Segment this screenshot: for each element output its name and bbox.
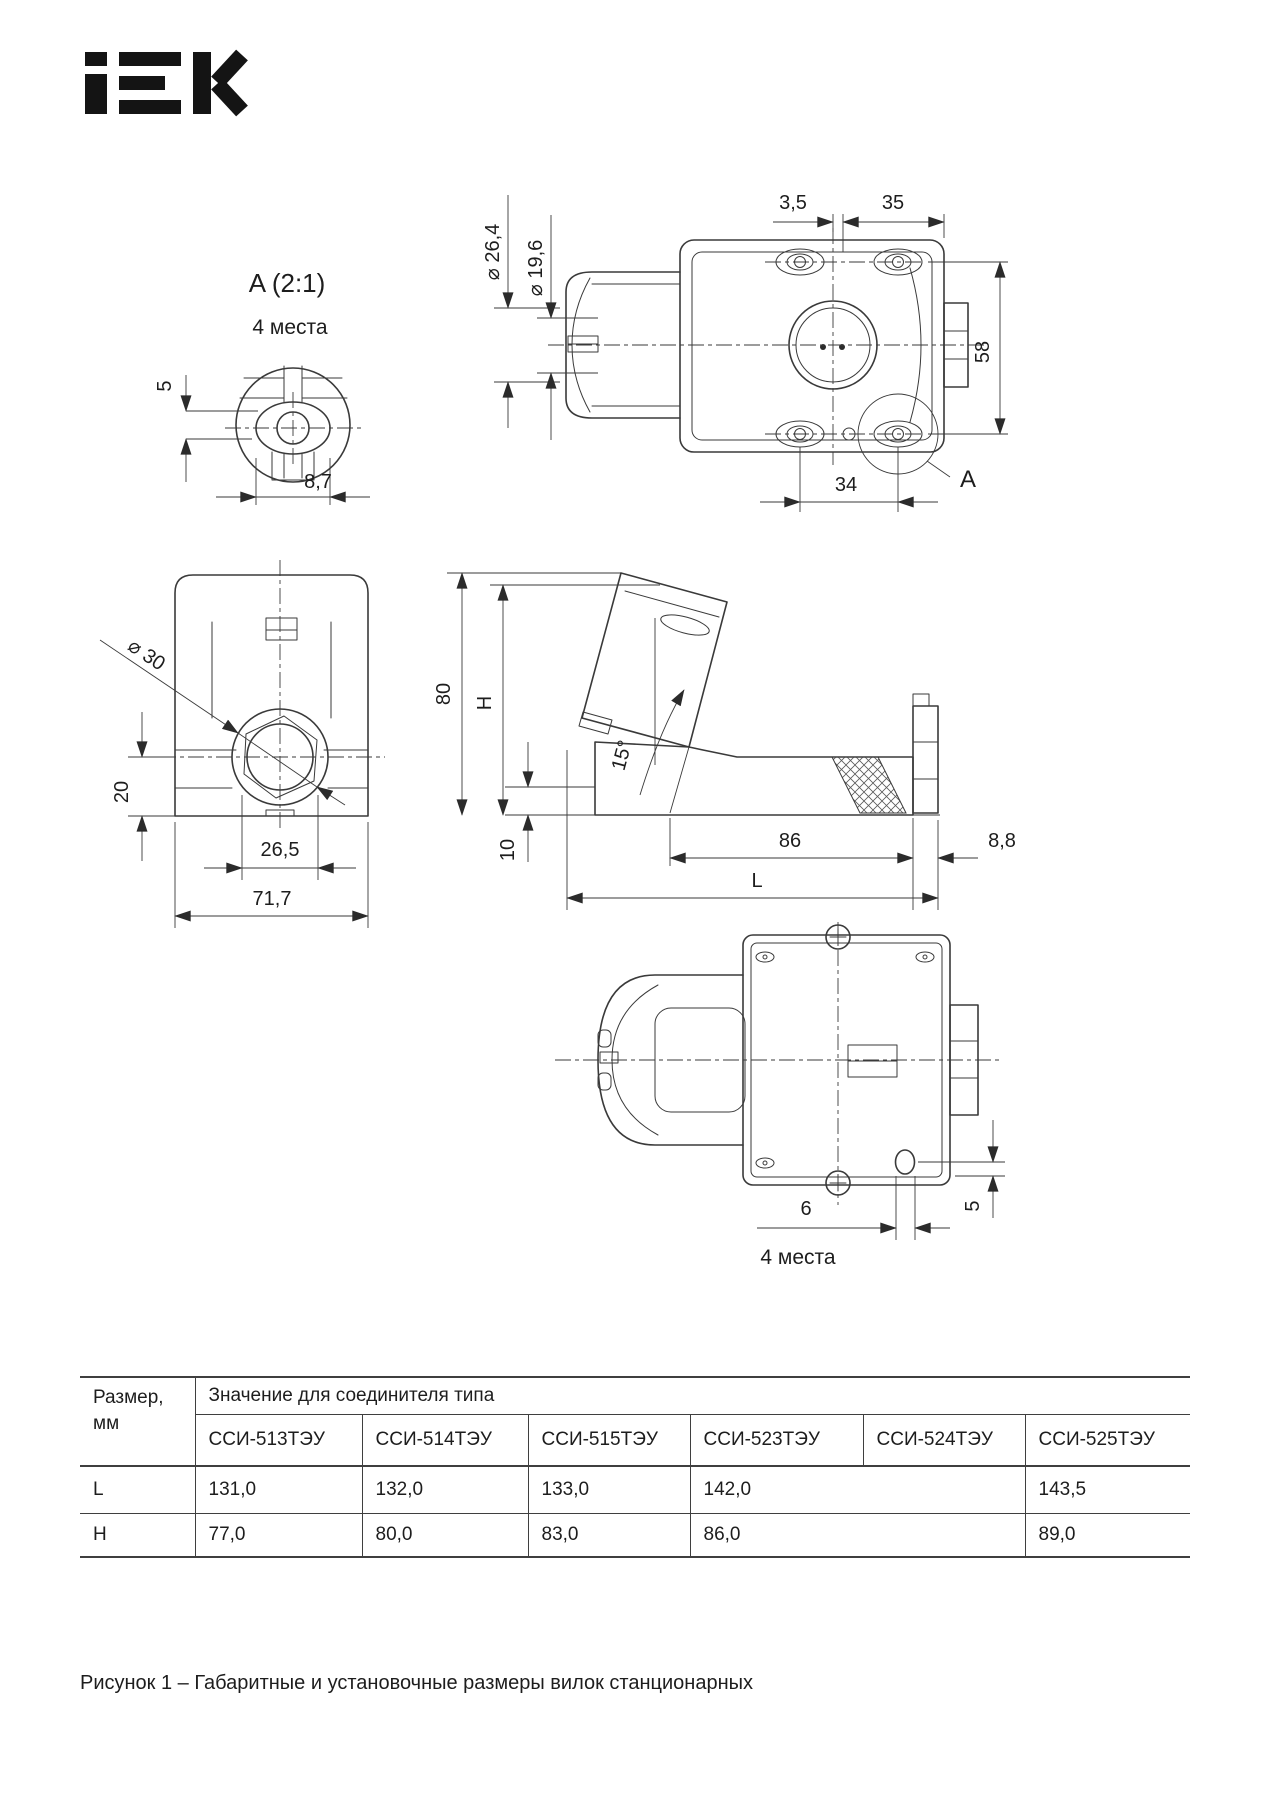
detail-view-a	[154, 268, 370, 505]
table-row-header	[80, 1377, 195, 1466]
back-dim-26-5: 26,5	[260, 839, 300, 861]
table-cell: 83,0	[528, 1514, 690, 1558]
side-dim-86: 86	[778, 830, 802, 852]
table-cell: 77,0	[195, 1514, 362, 1558]
figure-caption: Рисунок 1 – Габаритные и установочные размеры вилок станционарных	[80, 1672, 753, 1694]
detail-dim-5: 5	[154, 380, 176, 392]
front-dim-dia-19-6: ⌀ 19,6	[525, 239, 547, 297]
top-dim-6: 6	[800, 1198, 812, 1220]
side-dim-8-8: 8,8	[988, 830, 1016, 852]
detail-dim-8-7: 8,7	[304, 471, 332, 493]
table-row	[80, 1514, 1190, 1558]
table-col-header: ССИ-513ТЭУ	[195, 1415, 362, 1467]
table-cell: 86,0	[690, 1514, 1025, 1558]
table-cell: 80,0	[362, 1514, 528, 1558]
back-dim-71-7: 71,7	[252, 888, 292, 910]
side-view	[433, 573, 1016, 910]
side-dim-h: H	[474, 695, 496, 711]
table-col-header: ССИ-525ТЭУ	[1025, 1415, 1190, 1467]
table-row-name: L	[80, 1466, 195, 1514]
table-cell: 89,0	[1038, 1524, 1076, 1545]
dimensions-table	[80, 1376, 1190, 1558]
back-view	[100, 560, 385, 928]
table-group-header: Значение для соединителя типа	[195, 1377, 1190, 1415]
front-dim-dia-26-4: ⌀ 26,4	[482, 223, 504, 281]
table-col-header: ССИ-515ТЭУ	[528, 1415, 690, 1467]
side-dim-80: 80	[433, 682, 455, 706]
back-dim-dia-30: ⌀ 30	[123, 634, 170, 676]
top-view-note: 4 места	[760, 1246, 836, 1269]
front-dim-58: 58	[972, 340, 994, 364]
detail-view-title: A (2:1)	[248, 268, 326, 298]
table-row-header-line2: мм	[93, 1412, 120, 1434]
table-cell: 131,0	[195, 1466, 362, 1514]
table-row-name: H	[80, 1514, 195, 1558]
table-col-header: ССИ-524ТЭУ	[863, 1415, 1025, 1467]
top-dim-5: 5	[962, 1200, 984, 1212]
table-cell: 143,5	[1025, 1466, 1190, 1514]
table-cell: 142,0	[690, 1466, 1025, 1514]
top-view	[555, 922, 1005, 1269]
side-dim-l: L	[751, 870, 763, 892]
front-dim-35: 35	[881, 192, 905, 214]
table-cell: 133,0	[528, 1466, 690, 1514]
mounting-bosses	[776, 249, 922, 447]
front-dim-3-5: 3,5	[779, 192, 807, 214]
back-dim-20: 20	[111, 780, 133, 804]
table-cell: 132,0	[362, 1466, 528, 1514]
front-view	[482, 192, 1008, 512]
front-dim-34: 34	[834, 474, 858, 496]
detail-view-note: 4 места	[252, 316, 328, 339]
table-row	[80, 1466, 1190, 1514]
side-dim-15deg: 15°	[607, 737, 637, 773]
iek-logo	[85, 52, 242, 114]
table-col-header: ССИ-514ТЭУ	[362, 1415, 528, 1467]
table-col-header: ССИ-523ТЭУ	[690, 1415, 863, 1467]
front-detail-label: A	[960, 466, 977, 493]
table-row-header-line1: Размер,	[93, 1387, 164, 1408]
side-dim-10: 10	[497, 838, 519, 862]
